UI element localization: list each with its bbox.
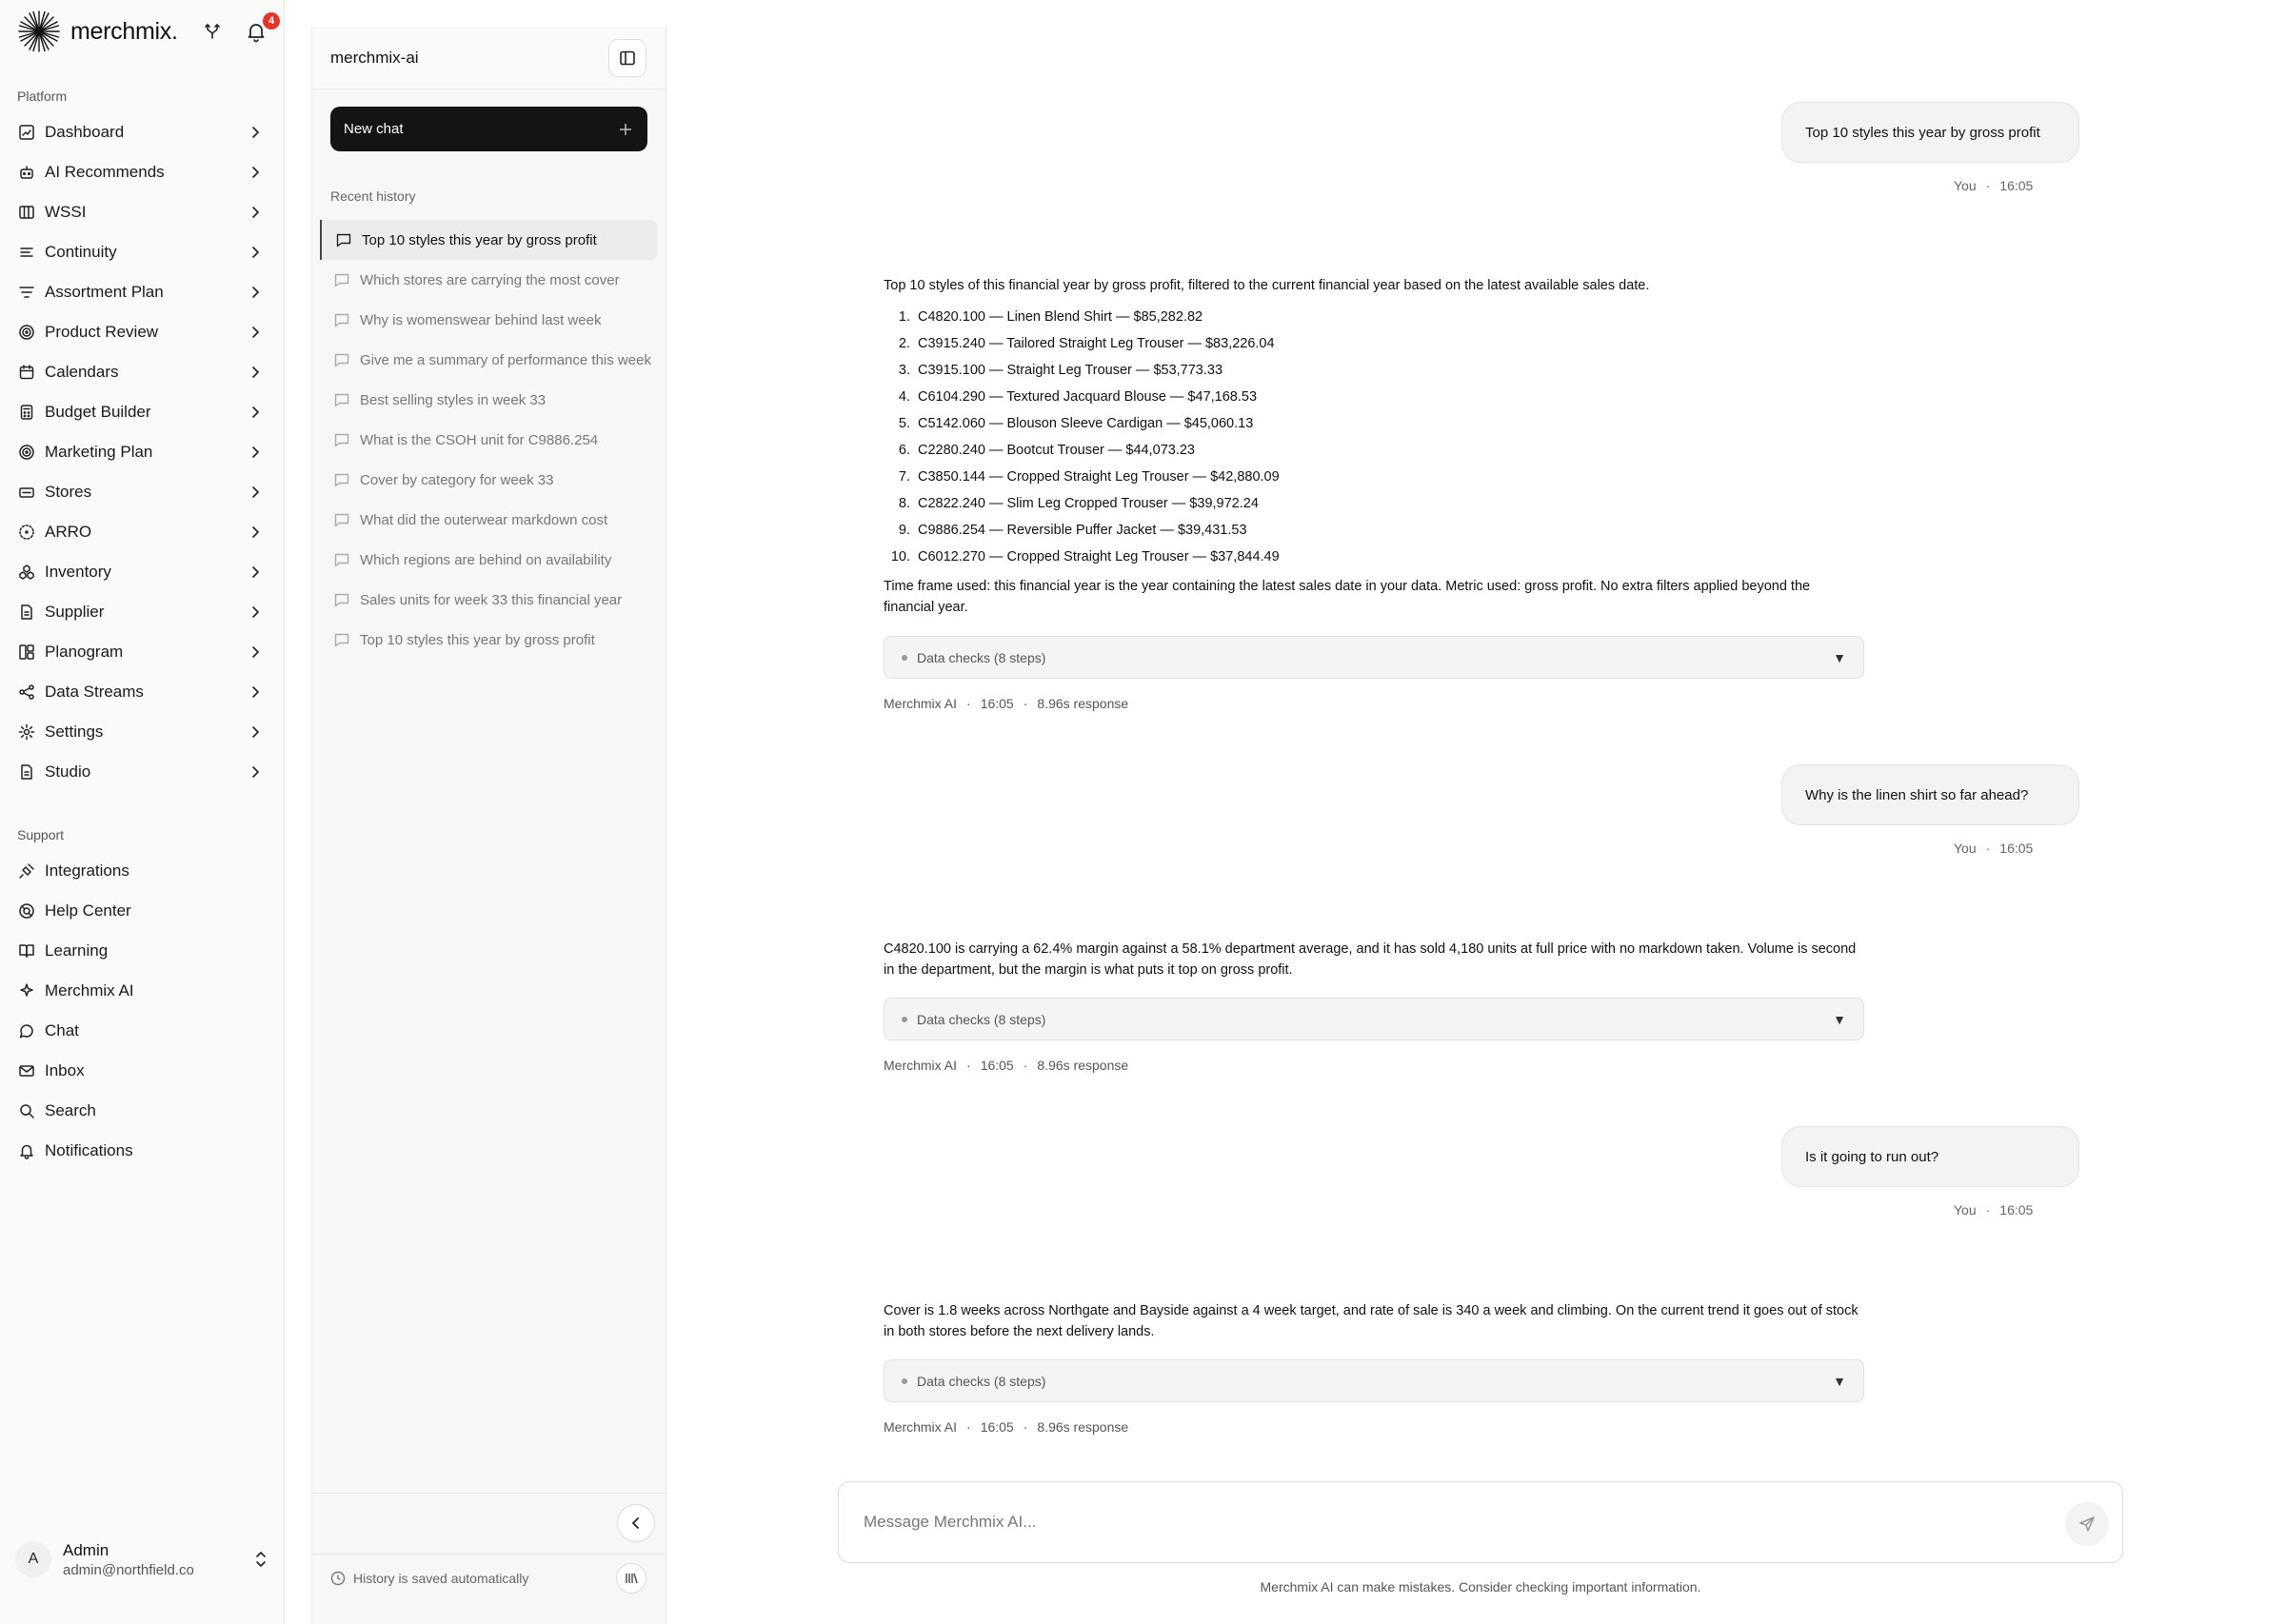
list-item-text: C3915.240 — Tailored Straight Leg Trouser — $83,226.04 (918, 336, 1275, 351)
library-icon (625, 1572, 638, 1585)
list-item-number: 6. (898, 443, 910, 458)
caret-down-icon: ▼ (1833, 1011, 1846, 1027)
chevron-right-icon (248, 605, 262, 619)
sidebar-item-inbox[interactable] (0, 1051, 285, 1091)
share-icon (17, 683, 36, 702)
reply-author: Merchmix AI (884, 696, 958, 711)
filter-lines-icon (17, 283, 36, 302)
user-message-bubble (1781, 1126, 2079, 1187)
user-message-meta (1954, 841, 2033, 856)
meta-separator: · (1985, 178, 1991, 193)
caret-down-icon: ▼ (1833, 1373, 1846, 1389)
bullet-dot (902, 655, 907, 661)
user-message-meta (1954, 178, 2033, 193)
history-item-title: Why is womenswear behind last week (360, 311, 602, 328)
sidebar-item-assortment-plan[interactable] (0, 272, 285, 312)
history-item[interactable] (320, 460, 658, 500)
chevron-right-icon (248, 765, 262, 779)
sidebar-item-label: Dashboard (45, 123, 125, 141)
data-checks-dropdown[interactable] (884, 636, 1864, 679)
sidebar-item-settings[interactable] (0, 712, 285, 752)
chevron-right-icon (248, 286, 262, 299)
sidebar-item-arro[interactable] (0, 512, 285, 552)
list-item (884, 330, 1864, 357)
list-item (884, 517, 1864, 544)
list-item-text: C9886.254 — Reversible Puffer Jacket — $39,431.53 (918, 523, 1247, 538)
list-icon (17, 243, 36, 262)
message-composer (838, 1481, 2123, 1563)
message-square-icon (333, 551, 350, 568)
sidebar-item-search[interactable] (0, 1091, 285, 1131)
brand-name: merchmix. (70, 17, 178, 45)
message-author: You (1954, 841, 1977, 856)
list-item-number: 3. (898, 363, 910, 378)
chevron-up-down-icon (253, 1550, 268, 1569)
help-icon (17, 901, 36, 921)
sidebar-item-merchmix-ai[interactable] (0, 971, 285, 1011)
sidebar-item-label: Learning (45, 941, 109, 960)
message-square-icon (333, 511, 350, 528)
document-icon (17, 603, 36, 622)
meta-separator: · (1023, 1419, 1028, 1435)
history-item[interactable] (320, 620, 658, 660)
history-item[interactable] (320, 420, 658, 460)
user-message-text: Why is the linen shirt so far ahead? (1805, 786, 2029, 803)
sidebar-item-label: Inventory (45, 563, 111, 581)
plug-icon (17, 862, 36, 881)
ai-reply (884, 939, 1864, 980)
sidebar-item-label: Help Center (45, 901, 131, 920)
message-square-icon (333, 271, 350, 288)
branch-button[interactable] (198, 17, 227, 46)
sidebar-item-label: Supplier (45, 603, 105, 621)
sidebar-item-label: Merchmix AI (45, 981, 134, 1000)
user-message-text: Is it going to run out? (1805, 1148, 1939, 1165)
clock-icon (330, 1571, 346, 1586)
chevron-right-icon (248, 525, 262, 539)
sidebar-item-dashboard[interactable] (0, 112, 285, 152)
platform-nav-list (0, 112, 285, 792)
meta-separator: · (966, 696, 971, 711)
target-icon (17, 443, 36, 462)
user-message-bubble (1781, 102, 2079, 163)
gear-icon (17, 723, 36, 742)
chevron-right-icon (248, 366, 262, 379)
sidebar-item-label: Data Streams (45, 683, 144, 701)
sidebar-item-budget-builder[interactable] (0, 392, 285, 432)
new-chat-label: New chat (344, 121, 404, 137)
message-time: 16:05 (1999, 841, 2034, 856)
library-button[interactable] (616, 1563, 646, 1594)
sidebar-item-label: Settings (45, 723, 104, 741)
support-section-label: Support (17, 827, 65, 842)
list-item-number: 4. (898, 389, 910, 405)
divider (312, 1493, 666, 1494)
sidebar-item-wssi[interactable] (0, 192, 285, 232)
message-author: You (1954, 178, 1977, 193)
history-item[interactable] (320, 300, 658, 340)
sidebar-item-label: Studio (45, 762, 91, 781)
history-item[interactable] (320, 260, 658, 300)
reply-author: Merchmix AI (884, 1419, 958, 1435)
chevron-right-icon (248, 126, 262, 139)
list-item-text: C3915.100 — Straight Leg Trouser — $53,773.33 (918, 363, 1223, 378)
brand-logo[interactable] (17, 10, 178, 53)
reply-response-time: 8.96s response (1037, 1058, 1129, 1073)
sidebar-item-label: Product Review (45, 323, 159, 341)
caret-down-icon: ▼ (1833, 649, 1846, 665)
message-time: 16:05 (1999, 1202, 2034, 1218)
history-list (320, 220, 658, 660)
sidebar-item-data-streams[interactable] (0, 672, 285, 712)
message-square-icon (333, 351, 350, 368)
chevron-right-icon (248, 206, 262, 219)
sidebar-item-label: Integrations (45, 862, 129, 880)
sidebar-item-integrations[interactable] (0, 851, 285, 891)
sidebar-item-label: Stores (45, 483, 92, 501)
sidebar-panel-icon (619, 50, 636, 67)
user-message-text: Top 10 styles this year by gross profit (1805, 124, 2040, 141)
message-square-icon (333, 591, 350, 608)
user-email: admin@northfield.co (63, 1561, 194, 1578)
list-item-number: 9. (898, 523, 910, 538)
user-name: Admin (63, 1540, 109, 1559)
history-item-title: Sales units for week 33 this financial year (360, 591, 623, 608)
sidebar-item-calendars[interactable] (0, 352, 285, 392)
bullet-dot (902, 1378, 907, 1384)
ai-reply-meta (884, 1058, 1128, 1073)
starburst-logo-icon (17, 10, 61, 53)
reply-response-time: 8.96s response (1037, 1419, 1129, 1435)
bullet-dot (902, 1017, 907, 1022)
sidebar-item-label: Search (45, 1101, 96, 1119)
history-item-title: Top 10 styles this year by gross profit (360, 631, 595, 648)
mail-icon (17, 1061, 36, 1080)
history-panel-title: merchmix-ai (330, 48, 419, 67)
chevron-left-icon (629, 1516, 643, 1530)
sidebar-item-label: Planogram (45, 643, 124, 661)
history-item[interactable] (320, 500, 658, 540)
sidebar-item-label: AI Recommends (45, 163, 165, 181)
boxes-icon (17, 563, 36, 582)
chat-icon (17, 1021, 36, 1040)
target-icon (17, 323, 36, 342)
notifications-button[interactable] (242, 15, 275, 46)
user-menu[interactable] (15, 1535, 268, 1584)
platform-section-label: Platform (17, 89, 68, 104)
ai-reply (884, 1300, 1864, 1342)
reply-time: 16:05 (980, 1419, 1014, 1435)
data-checks-label: Data checks (8 steps) (917, 1011, 1046, 1027)
history-item-title: What is the CSOH unit for C9886.254 (360, 431, 599, 448)
list-item (884, 304, 1864, 330)
sidebar-item-label: Marketing Plan (45, 443, 153, 461)
history-item-title: Which regions are behind on availability (360, 551, 612, 568)
robot-icon (17, 163, 36, 182)
list-item (884, 464, 1864, 490)
book-icon (17, 941, 36, 961)
meta-separator: · (1023, 696, 1028, 711)
list-item (884, 544, 1864, 570)
chevron-right-icon (248, 246, 262, 259)
reply-time: 16:05 (980, 696, 1014, 711)
chevron-right-icon (248, 725, 262, 739)
sidebar-item-label: Continuity (45, 243, 117, 261)
data-checks-dropdown[interactable] (884, 998, 1864, 1040)
dashboard-icon (17, 123, 36, 142)
store-icon (17, 483, 36, 502)
history-saved-note: History is saved automatically (353, 1570, 529, 1586)
list-item-text: C6104.290 — Textured Jacquard Blouse — $47,168.53 (918, 389, 1258, 405)
reply-time: 16:05 (980, 1058, 1014, 1073)
sidebar-item-product-review[interactable] (0, 312, 285, 352)
meta-separator: · (966, 1058, 971, 1073)
plus-icon (619, 123, 632, 136)
ai-reply-meta (884, 696, 1128, 711)
ai-reply-outro: Time frame used: this financial year is the year containing the latest sales date in your data. Metric used: gross profit. No extra filters applied beyond the financial year. (884, 579, 1811, 615)
history-item-title: Which stores are carrying the most cover (360, 271, 620, 288)
chat-history-panel (311, 27, 666, 1624)
collapse-panel-button[interactable] (617, 1504, 655, 1542)
main-sidebar (0, 0, 285, 1624)
history-item[interactable] (320, 540, 658, 580)
sparkle-icon (17, 981, 36, 1000)
chevron-right-icon (248, 485, 262, 499)
ai-reply-ranked-list (884, 304, 1864, 570)
calculator-icon (17, 403, 36, 422)
message-author: You (1954, 1202, 1977, 1218)
list-item-number: 7. (898, 469, 910, 485)
message-time: 16:05 (1999, 178, 2034, 193)
user-message-bubble (1781, 764, 2079, 825)
message-square-icon (333, 311, 350, 328)
send-button[interactable] (2065, 1502, 2109, 1546)
history-item[interactable] (320, 380, 658, 420)
list-item (884, 437, 1864, 464)
list-item-text: C6012.270 — Cropped Straight Leg Trouser — $37,844.49 (918, 549, 1280, 564)
data-checks-label: Data checks (8 steps) (917, 649, 1046, 665)
list-item (884, 490, 1864, 517)
list-item-text: C3850.144 — Cropped Straight Leg Trouser — $42,880.09 (918, 469, 1280, 485)
chevron-right-icon (248, 685, 262, 699)
sidebar-item-inventory[interactable] (0, 552, 285, 592)
message-input[interactable] (864, 1513, 2065, 1532)
list-item-number: 1. (898, 309, 910, 325)
calendar-icon (17, 363, 36, 382)
chevron-right-icon (248, 565, 262, 579)
history-item-title: Top 10 styles this year by gross profit (362, 231, 597, 248)
ai-reply (884, 275, 1864, 618)
chevron-right-icon (248, 406, 262, 419)
support-nav-list (0, 851, 285, 1171)
bell-icon (17, 1141, 36, 1160)
meta-separator: · (1985, 841, 1991, 856)
sidebar-item-label: Budget Builder (45, 403, 151, 421)
send-icon (2078, 1515, 2096, 1533)
chevron-right-icon (248, 326, 262, 339)
document-icon (17, 762, 36, 782)
sidebar-item-continuity[interactable] (0, 232, 285, 272)
notification-count-badge: 4 (263, 12, 280, 30)
chevron-right-icon (248, 166, 262, 179)
list-item-text: C5142.060 — Blouson Sleeve Cardigan — $45,060.13 (918, 416, 1254, 431)
ai-reply-intro: C4820.100 is carrying a 62.4% margin against a 58.1% department average, and it has sold 4,180 units at full price with no markdown taken. Volume is second in the department, but the margin is what puts it top on gross profit. (884, 941, 1857, 978)
message-square-icon (335, 231, 352, 248)
sidebar-item-label: ARRO (45, 523, 92, 541)
recent-history-label: Recent history (330, 188, 416, 204)
meta-separator: · (966, 1419, 971, 1435)
reply-author: Merchmix AI (884, 1058, 958, 1073)
history-item[interactable] (320, 220, 658, 260)
sidebar-item-label: Calendars (45, 363, 119, 381)
history-item[interactable] (320, 580, 658, 620)
sidebar-item-label: Chat (45, 1021, 79, 1040)
list-item (884, 357, 1864, 384)
branch-icon (204, 23, 221, 40)
chevron-right-icon (248, 446, 262, 459)
sidebar-item-label: WSSI (45, 203, 87, 221)
sidebar-item-planogram[interactable] (0, 632, 285, 672)
chevron-right-icon (248, 645, 262, 659)
list-item (884, 384, 1864, 410)
ai-disclaimer: Merchmix AI can make mistakes. Consider checking important information. (1260, 1579, 1701, 1594)
message-square-icon (333, 471, 350, 488)
sidebar-item-ai-recommends[interactable] (0, 152, 285, 192)
sidebar-item-studio[interactable] (0, 752, 285, 792)
list-item-number: 2. (898, 336, 910, 351)
list-item-number: 8. (898, 496, 910, 511)
message-square-icon (333, 631, 350, 648)
sidebar-item-label: Inbox (45, 1061, 85, 1079)
sidebar-item-stores[interactable] (0, 472, 285, 512)
search-icon (17, 1101, 36, 1120)
history-item-title: What did the outerwear markdown cost (360, 511, 608, 528)
toggle-sidebar-button[interactable] (608, 39, 646, 77)
history-item-title: Cover by category for week 33 (360, 471, 554, 488)
list-item-text: C4820.100 — Linen Blend Shirt — $85,282.82 (918, 309, 1203, 325)
sidebar-item-supplier[interactable] (0, 592, 285, 632)
list-item-text: C2822.240 — Slim Leg Cropped Trouser — $39,972.24 (918, 496, 1259, 511)
table-icon (17, 203, 36, 222)
avatar: A (15, 1541, 51, 1577)
list-item-text: C2280.240 — Bootcut Trouser — $44,073.23 (918, 443, 1195, 458)
message-square-icon (333, 431, 350, 448)
reply-response-time: 8.96s response (1037, 696, 1129, 711)
sidebar-item-label: Notifications (45, 1141, 133, 1159)
message-square-icon (333, 391, 350, 408)
sidebar-item-label: Assortment Plan (45, 283, 164, 301)
list-item-number: 10. (890, 549, 910, 564)
sidebar-item-notifications[interactable] (0, 1131, 285, 1171)
history-item-title: Best selling styles in week 33 (360, 391, 547, 408)
user-message-meta (1954, 1202, 2033, 1218)
sidebar-item-marketing-plan[interactable] (0, 432, 285, 472)
new-chat-button[interactable] (330, 107, 647, 151)
sidebar-item-chat[interactable] (0, 1011, 285, 1051)
ai-reply-meta (884, 1419, 1128, 1435)
ai-reply-intro: Cover is 1.8 weeks across Northgate and Bayside against a 4 week target, and rate of sale is 340 a week and climbing. On the current trend it goes out of stock in both stores before the next delivery lands. (884, 1303, 1859, 1339)
history-item-title: Give me a summary of performance this week (360, 351, 651, 368)
list-item (884, 410, 1864, 437)
sidebar-item-help-center[interactable] (0, 891, 285, 931)
ai-reply-intro: Top 10 styles of this financial year by gross profit, filtered to the current financial year based on the latest available sales date. (884, 278, 1650, 293)
layout-icon (17, 643, 36, 662)
data-checks-dropdown[interactable] (884, 1359, 1864, 1402)
meta-separator: · (1985, 1202, 1991, 1218)
sidebar-item-learning[interactable] (0, 931, 285, 971)
data-checks-label: Data checks (8 steps) (917, 1373, 1046, 1389)
history-item[interactable] (320, 340, 658, 380)
list-item-number: 5. (898, 416, 910, 431)
meta-separator: · (1023, 1058, 1028, 1073)
dotted-circle-icon (17, 523, 36, 542)
